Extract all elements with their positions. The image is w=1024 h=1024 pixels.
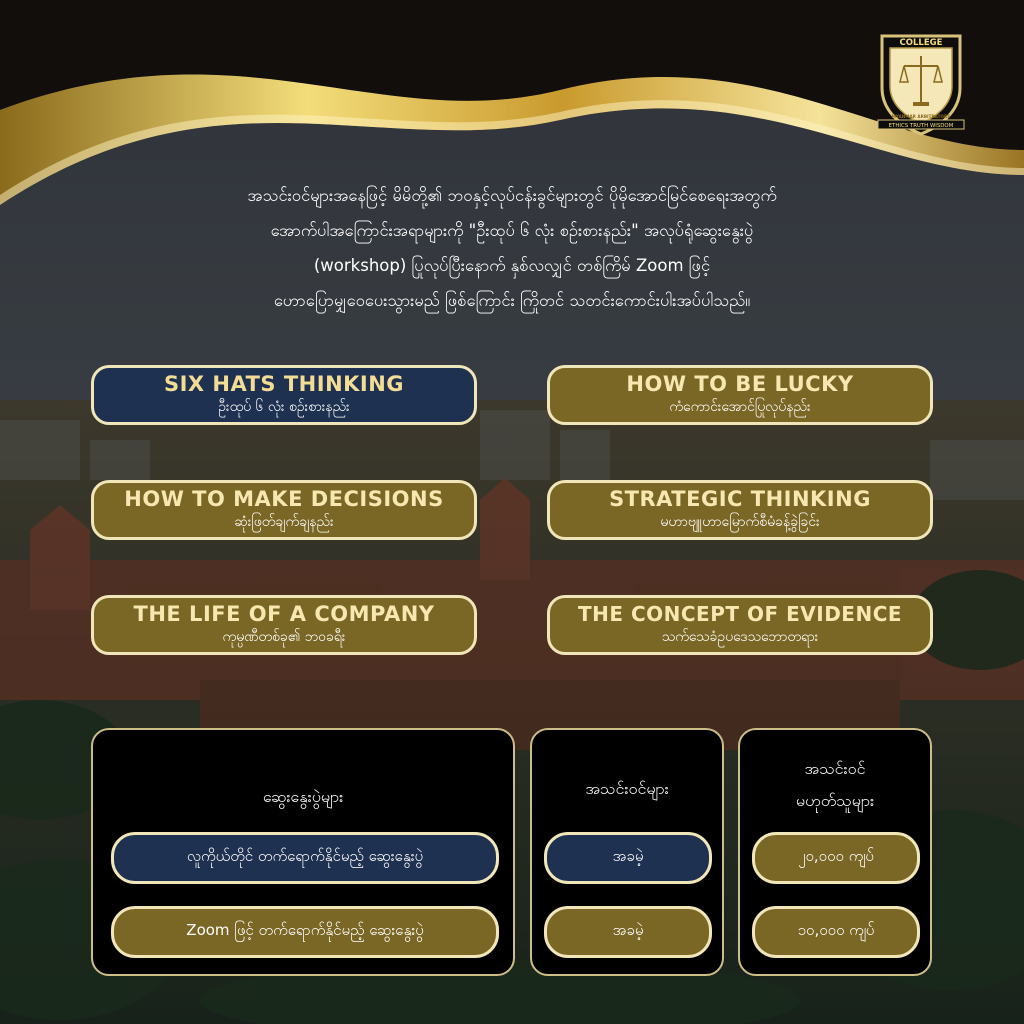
members-panel xyxy=(530,728,724,976)
intro-line-2: အောက်ပါအကြောင်းအရာများကို "ဦးထုပ် ၆ လုံး စဉ်းစားနည်း" အလုပ်ရုံဆွေးနွေးပွဲ xyxy=(270,221,754,240)
non-members-price-zoom[interactable]: ၁၀,၀၀၀ ကျပ် xyxy=(752,906,920,958)
members-panel-title: အသင်းဝင်များ xyxy=(585,779,669,798)
non-members-title-line1: အသင်းဝင် xyxy=(804,759,866,778)
topic-subtitle: ဆုံးဖြတ်ချက်ချနည်း xyxy=(234,514,334,530)
members-price-zoom[interactable]: အခမဲ့ xyxy=(544,906,712,958)
topic-how-to-make-decisions[interactable] xyxy=(91,480,477,540)
topic-subtitle: ကုမ္ပဏီတစ်ခု၏ ဘဝခရီး xyxy=(222,629,346,645)
topic-how-to-be-lucky[interactable] xyxy=(547,365,933,425)
logo-ribbon-text: ETHICS TRUTH WISDOM xyxy=(888,123,954,129)
intro-line-3: (workshop) ပြုလုပ်ပြီးနောက် နှစ်လလျှင် တစ်ကြိမ် Zoom ဖြင့် xyxy=(313,256,711,275)
topic-six-hats-thinking[interactable] xyxy=(91,365,477,425)
session-zoom[interactable]: Zoom ဖြင့် တက်ရောက်နိုင်မည့် ဆွေးနွေးပွဲ xyxy=(111,906,499,958)
topic-title: SIX HATS THINKING xyxy=(163,372,405,396)
topic-title: HOW TO MAKE DECISIONS xyxy=(124,487,444,511)
intro-paragraph xyxy=(110,178,914,318)
members-price-in-person[interactable]: အခမဲ့ xyxy=(544,832,712,884)
topic-subtitle: ကံကောင်းအောင်ပြုလုပ်နည်း xyxy=(669,399,811,415)
topic-strategic-thinking[interactable] xyxy=(547,480,933,540)
logo-title: COLLEGE xyxy=(899,38,943,48)
sessions-panel xyxy=(91,728,515,976)
topic-title: HOW TO BE LUCKY xyxy=(626,372,854,396)
intro-line-1: အသင်းဝင်များအနေဖြင့် မိမိတို့၏ ဘဝနှင့်လုပ်ငန်းခွင်များတွင် ပိုမိုအောင်မြင်စေရေးအတွက် xyxy=(247,186,777,205)
topic-title: THE CONCEPT OF EVIDENCE xyxy=(577,602,903,626)
topic-the-concept-of-evidence[interactable] xyxy=(547,595,933,655)
topic-the-life-of-a-company[interactable] xyxy=(91,595,477,655)
college-logo xyxy=(876,26,966,136)
non-members-price-in-person[interactable]: ၂၀,၀၀၀ ကျပ် xyxy=(752,832,920,884)
logo-arc-text: MYANMAR ARBITRATORS xyxy=(891,114,951,119)
topic-subtitle: မဟာဗျူဟာမြောက်စီမံခန့်ခွဲခြင်း xyxy=(660,514,820,530)
topic-title: STRATEGIC THINKING xyxy=(609,487,871,511)
intro-line-4: ဟောပြောမျှဝေပေးသွားမည် ဖြစ်ကြောင်း ကြိုတင် သတင်းကောင်းပါးအပ်ပါသည်။ xyxy=(273,291,751,310)
sessions-panel-title: ဆွေးနွေးပွဲများ xyxy=(262,787,344,806)
topic-subtitle: ဦးထုပ် ၆ လုံး စဉ်းစားနည်း xyxy=(218,399,350,415)
topic-subtitle: သက်သေခံဥပဒေသဘောတရား xyxy=(661,629,819,645)
non-members-panel xyxy=(738,728,932,976)
session-in-person[interactable]: လူကိုယ်တိုင် တက်ရောက်နိုင်မည့် ဆွေးနွေးပွဲ xyxy=(111,832,499,884)
non-members-title-line2: မဟုတ်သူများ xyxy=(795,791,875,810)
topic-title: THE LIFE OF A COMPANY xyxy=(133,602,435,626)
